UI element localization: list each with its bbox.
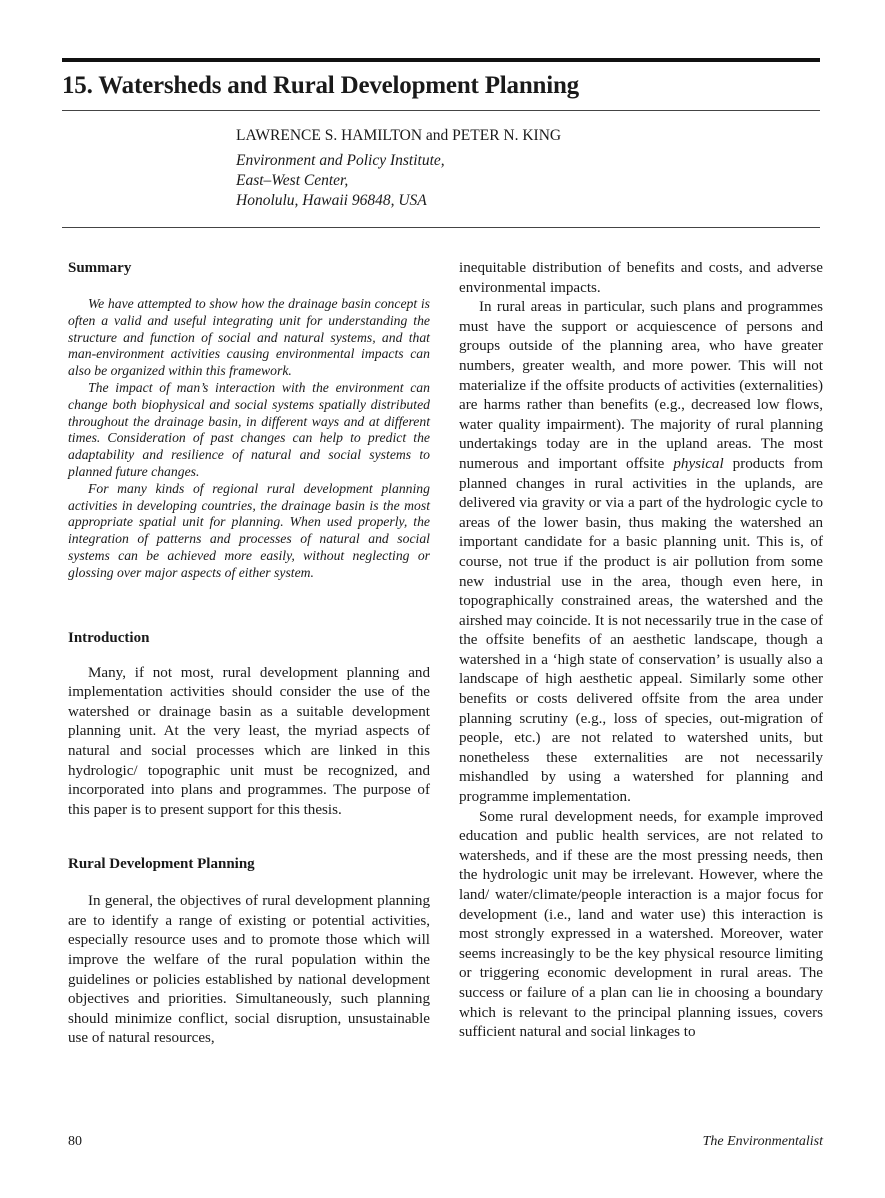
rural-planning-text (68, 892, 430, 1049)
summary-paragraph: For many kinds of regional rural development planning activities in developing countries, the drainage basin is the most appropriate spatial unit for planning. When used properly, the integration of patterns and processes of natural and social systems can be achieved more easily, without neglecting or glossing over major aspects of either system. (68, 480, 430, 580)
rural-planning-heading: Rural Development Planning (68, 856, 255, 873)
continuation-paragraph: inequitable distribution of benefits and costs, and adverse environmental impacts. (459, 260, 823, 296)
title-rule (62, 110, 820, 111)
text-run: In rural areas in particular, such plans and programmes must have the support or acquiescence of persons and groups outside of the planning area, who have greater numbers, greater wealth, and more power. This will not materialize if the offsite products of activities (externalities) are harms rather than benefits (e.g., decreased low flows, water quality impairment). The majority of rural planning undertakings today are in the upland areas. The most numerous and important offsite (459, 299, 823, 472)
summary-paragraph: We have attempted to show how the drainage basin concept is often a valid and useful integrating unit for understanding the structure and function of social and natural systems, and that man-environment activities causing environmental impacts can also be organized within this framework. (68, 296, 430, 379)
affiliation (236, 151, 796, 211)
body-paragraph: Some rural development needs, for example improved education and public health services, are not related to watersheds, and if these are the most pressing needs, then the hydrologic unit may be irrelevant. However, where the land/ water/climate/people interaction is a major focus for development (i.e., land and water use) this interaction is most strongly expressed in a watershed. Moreover, water seems increasingly to be the key physical resource limiting or triggering economic development in rural areas. The success or failure of a plan can lie in choosing a boundary which is relevant to the principal planning issues, covers sufficient natural and social linkages to (459, 808, 823, 1041)
header-rule (62, 227, 820, 228)
introduction-text (68, 664, 430, 821)
journal-name: The Environmentalist (702, 1134, 823, 1149)
top-rule (62, 58, 820, 62)
summary-text (68, 296, 430, 582)
body-paragraph: Many, if not most, rural development planning and implementation activities should consider the use of the watershed or drainage basin as a suitable development planning unit. At the very least, the myriad aspects of natural and social processes which are linked in this hydrologic/ topographic unit must be recognized, and incorporated into plans and programmes. The purpose of this paper is to present support for this thesis. (68, 664, 430, 818)
affiliation-line: Honolulu, Hawaii 96848, USA (236, 192, 427, 209)
page-number: 80 (68, 1134, 82, 1149)
text-run: products from planned changes in rural activities in the uplands, are delivered via gravity or via a part of the hydrologic cycle to areas of the lower basin, thus making the watershed an important candidate for a basic planning unit. This is, of course, not true if the product is air pollution from some new industrial use in the area, though even here, in topographically constrained areas, the watershed and the airshed may coincide. It is not necessarily true in the case of the offsite benefits of an aesthetic landscape, though a watershed in a ‘high state of conservation’ is usually also a landscape of high aesthetic appeal. Similarly some other benefits or costs delivered offsite from the area under planning scrutiny (e.g., loss of species, out-migration of people, etc.) are not related to watershed units, but nonetheless these externalities are not necessarily mishandled by using a watershed for planning and programme implementation. (459, 455, 823, 806)
summary-heading: Summary (68, 260, 132, 276)
right-column (459, 259, 823, 1043)
affiliation-line: Environment and Policy Institute, (236, 152, 445, 169)
introduction-heading: Introduction (68, 629, 150, 646)
affiliation-line: East–West Center, (236, 172, 349, 189)
body-paragraph: In general, the objectives of rural development planning are to identify a range of existing or potential activities, especially resource uses and to promote those which will improve the welfare of the rural population within the guidelines or policies established by national development objectives and priorities. Simultaneously, such planning should minimize conflict, social disruption, unsustainable use of natural resources, (68, 893, 430, 1047)
body-paragraph (459, 298, 823, 807)
left-column (68, 258, 430, 1049)
summary-paragraph: The impact of man’s interaction with the environment can change both biophysical and social systems spatially distributed throughout the drainage basin, in different ways and at different times. Consideration of past changes can help to predict the adaptability and resilience of natural and social systems to planned future changes. (68, 379, 430, 479)
article-title: 15. Watersheds and Rural Development Planning (62, 72, 579, 99)
emphasis-text: physical (673, 455, 724, 472)
author-line: LAWRENCE S. HAMILTON and PETER N. KING (236, 127, 562, 144)
